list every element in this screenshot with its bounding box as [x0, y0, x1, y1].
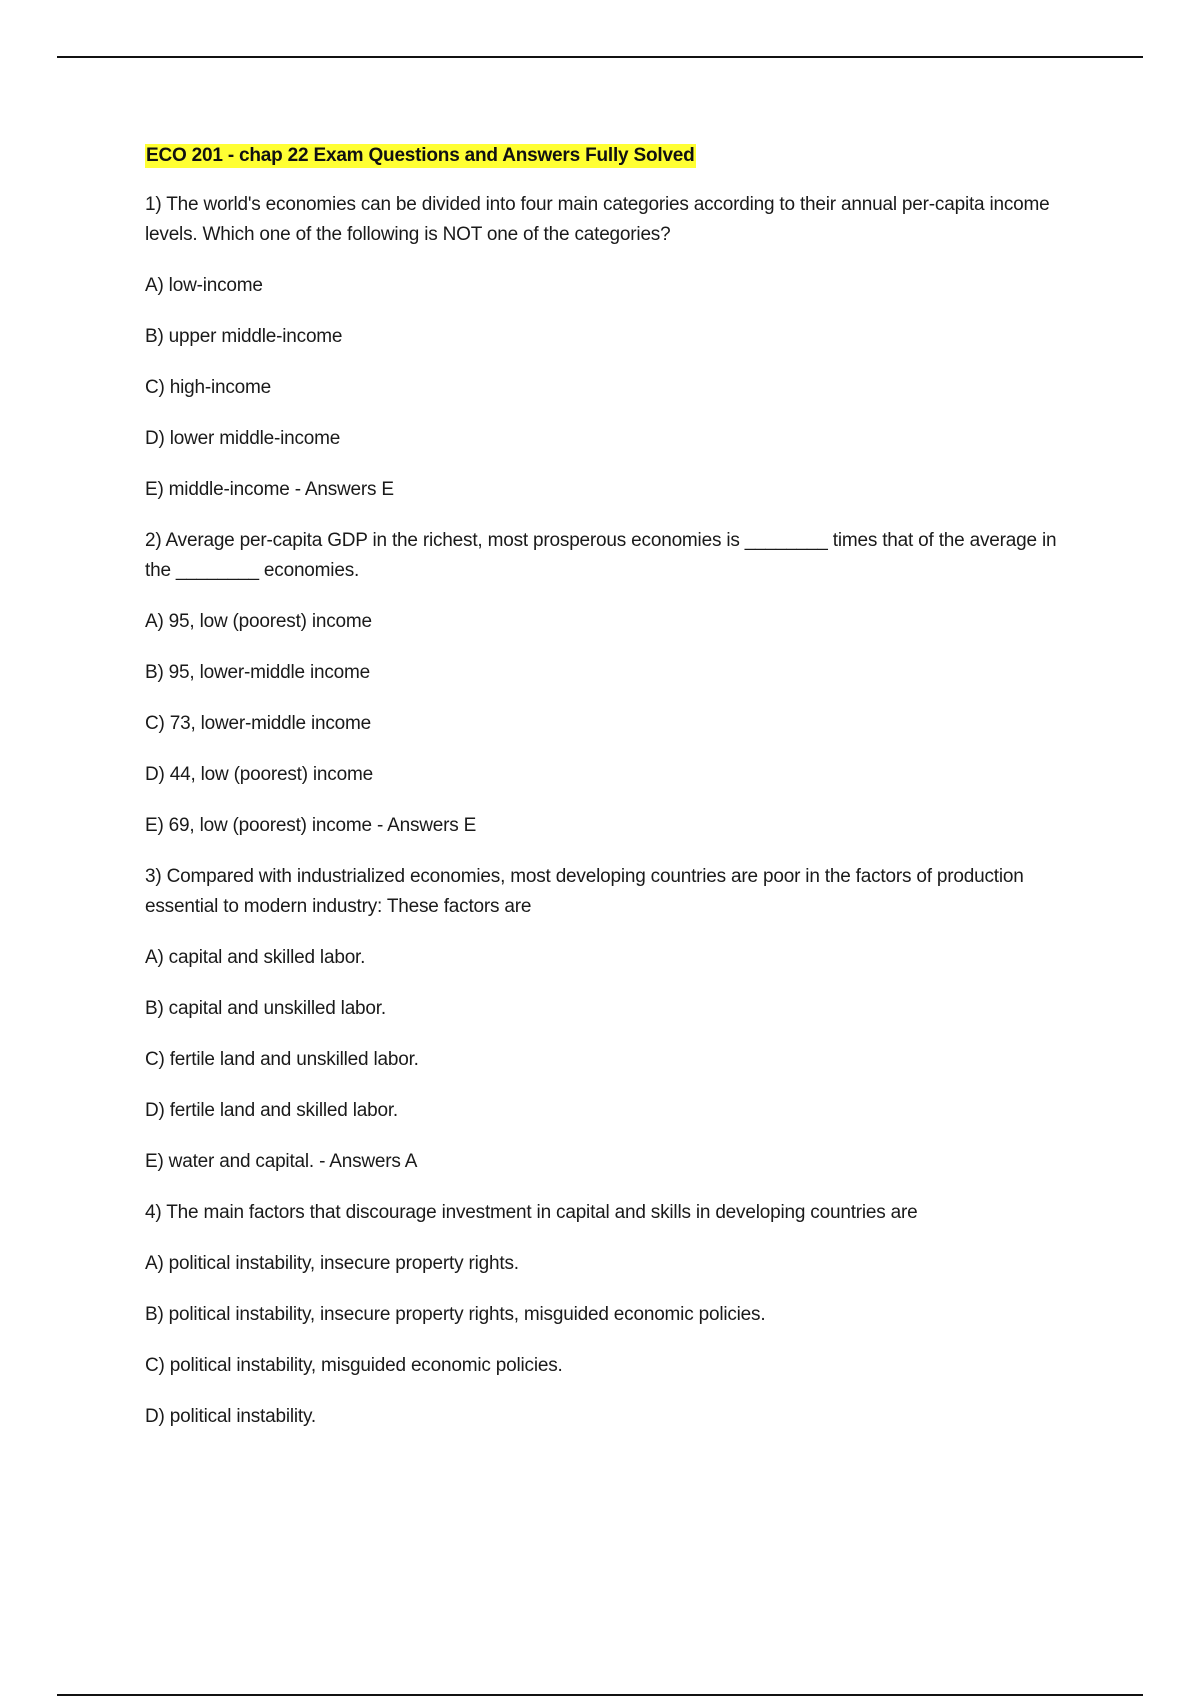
answer-option: D) political instability.	[145, 1406, 316, 1427]
question-text: 3) Compared with industrialized economies, most developing countries are poor in the factors of production essential to modern industry: These factors are	[145, 866, 1024, 917]
answer-option: A) political instability, insecure property rights.	[145, 1253, 519, 1274]
answer-option: E) water and capital. - Answers A	[145, 1151, 418, 1172]
answer-option: A) low-income	[145, 275, 263, 296]
answer-option: C) high-income	[145, 377, 272, 398]
document-title: ECO 201 - chap 22 Exam Questions and Answers Fully Solved	[146, 145, 695, 166]
question-text: 2) Average per-capita GDP in the richest, most prosperous economies is ________ times that of the average in the ________ economies.	[145, 530, 1057, 581]
answer-option: D) fertile land and skilled labor.	[145, 1100, 399, 1121]
answer-option: C) fertile land and unskilled labor.	[145, 1049, 419, 1070]
answer-option: D) lower middle-income	[145, 428, 341, 449]
question-text: 1) The world's economies can be divided into four main categories according to their annual per-capita income levels. Which one of the following is NOT one of the categories?	[145, 194, 1050, 245]
answer-option: B) 95, lower-middle income	[145, 662, 370, 683]
answer-option: A) capital and skilled labor.	[145, 947, 366, 968]
answer-option: B) upper middle-income	[145, 326, 343, 347]
question-3	[145, 862, 1080, 1177]
footer-rule	[57, 1694, 1143, 1696]
answer-option: E) middle-income - Answers E	[145, 479, 394, 500]
answer-option: C) political instability, misguided economic policies.	[145, 1355, 563, 1376]
question-text: 4) The main factors that discourage investment in capital and skills in developing countries are	[145, 1202, 918, 1223]
question-1	[145, 190, 1080, 505]
header-rule	[57, 56, 1143, 58]
question-2	[145, 526, 1080, 841]
answer-option: E) 69, low (poorest) income - Answers E	[145, 815, 477, 836]
answer-option: D) 44, low (poorest) income	[145, 764, 373, 785]
answer-option: B) capital and unskilled labor.	[145, 998, 386, 1019]
answer-option: B) political instability, insecure property rights, misguided economic policies.	[145, 1304, 766, 1325]
document-body	[145, 144, 1080, 1453]
question-4	[145, 1198, 1080, 1432]
answer-option: C) 73, lower-middle income	[145, 713, 372, 734]
answer-option: A) 95, low (poorest) income	[145, 611, 372, 632]
